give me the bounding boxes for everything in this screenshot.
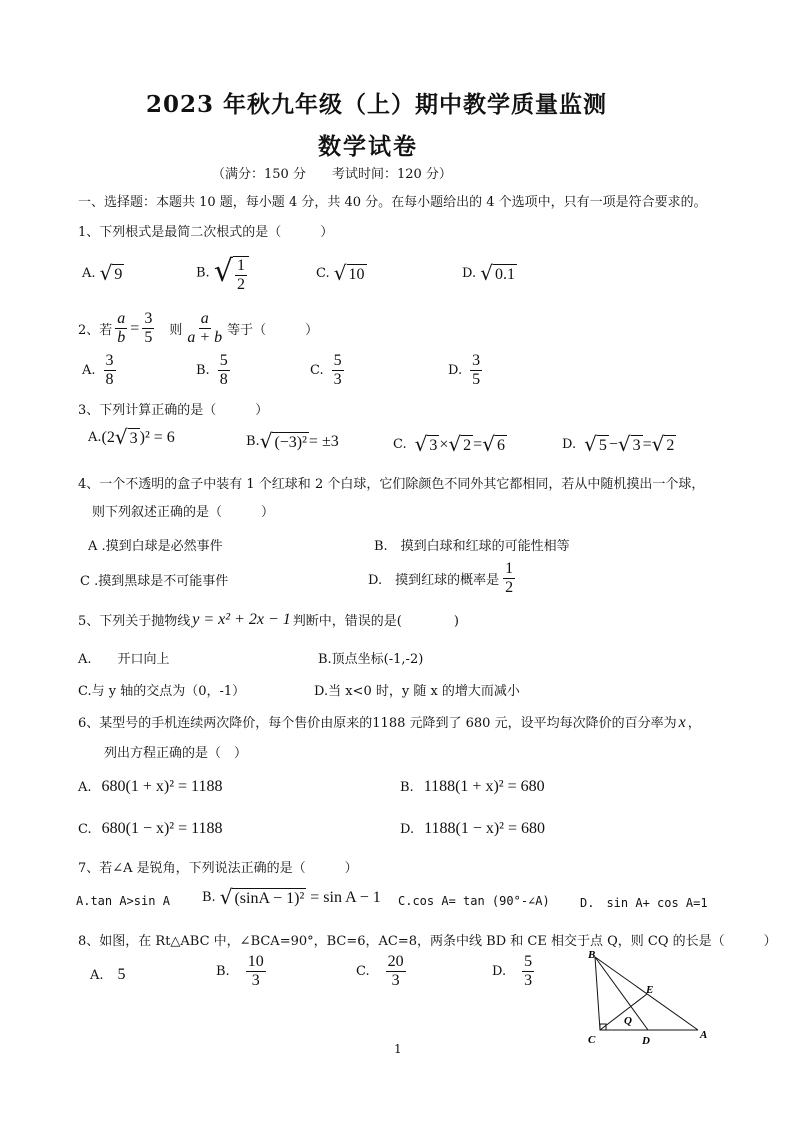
question-2-option-c: [310, 352, 344, 389]
numerator: 1: [236, 257, 245, 274]
label-b: B: [588, 949, 596, 961]
parabola-formula: y = x² + 2x − 1: [192, 610, 291, 628]
exam-meta: （满分：150 分 考试时间：120 分）: [212, 167, 452, 182]
option-value: 5: [117, 966, 126, 983]
numerator: 5: [219, 352, 228, 369]
denominator: 3: [251, 972, 260, 989]
option-label: B.: [400, 779, 414, 795]
question-4-option-a: A .摸到白球是必然事件: [88, 539, 223, 554]
question-7-option-b: B. √ (sinA − 1)² = sin A − 1: [202, 885, 381, 909]
section-instruction: 一、选择题：本题共 10 题，每小题 4 分，共 40 分。在每小题给出的 4 个选项中，只有一项是符合要求的。: [78, 195, 707, 210]
numerator: 5: [333, 352, 342, 369]
question-3-option-d: D. √ 5 − √ 3 = √ 2: [562, 432, 675, 456]
denominator: 8: [105, 371, 114, 388]
option-label: C.: [78, 821, 92, 837]
option-label: D.: [492, 964, 507, 979]
option-label: B.: [216, 964, 230, 979]
question-2-stem: [78, 310, 318, 347]
question-5-option-c: C.与 y 轴的交点为（0，-1）: [78, 684, 246, 699]
label-a: A: [700, 1029, 708, 1041]
stem-text: 判断中，错误的是( ): [292, 614, 459, 629]
sqrt-expression: √ $\frac{1}{2}$: [214, 252, 249, 294]
option-text: D. 摸到红球的概率是: [368, 573, 500, 588]
numerator: 3: [144, 310, 153, 327]
question-5-option-d: D.当 x<0 时，y 随 x 的增大而减小: [314, 684, 520, 699]
radicand: (sinA − 1)²: [234, 890, 305, 907]
radicand: 5: [598, 437, 607, 454]
denominator: a + b: [187, 329, 223, 346]
equation: 1188(1 − x)² = 680: [424, 820, 545, 837]
question-5-option-a: A. 开口向上: [78, 652, 170, 667]
math-text: )² = 6: [139, 428, 175, 446]
question-2-option-b: [196, 352, 230, 389]
radicand: 10: [348, 266, 365, 283]
stem-text: 等于（ ）: [227, 323, 319, 338]
option-label: D.: [562, 437, 577, 452]
question-1-option-c: [316, 262, 367, 285]
math-text: −: [608, 435, 618, 453]
triangle-figure: [580, 945, 720, 1050]
sqrt-expression: √ 9: [99, 261, 123, 285]
stem-text: ，: [687, 716, 701, 731]
radicand: 6: [496, 437, 505, 454]
radicand: 3: [129, 430, 138, 447]
option-label: C.: [393, 437, 407, 452]
denominator: 8: [219, 371, 228, 388]
option-label: A.: [82, 363, 96, 378]
denominator: 5: [144, 329, 153, 346]
denominator: 3: [333, 371, 342, 388]
question-4-option-b: B. 摸到白球和红球的可能性相等: [374, 539, 570, 554]
question-1-option-d: [462, 262, 517, 285]
option-label: B.: [196, 265, 210, 281]
exam-subtitle: 数学试卷: [318, 133, 418, 160]
segment-bc: [595, 957, 600, 1030]
numerator: 5: [524, 953, 533, 970]
question-8-option-d: [492, 953, 534, 990]
question-4-stem-line1: 4、一个不透明的盒子中装有 1 个红球和 2 个白球，它们除颜色不同外其它都相同，若从中随机摸出一个球，: [78, 477, 705, 492]
question-2-option-d: [448, 352, 482, 389]
label-c: C: [588, 1034, 596, 1046]
question-5-option-b: B.顶点坐标(-1,-2): [318, 652, 424, 667]
sqrt-expression: √ 0.1: [480, 261, 515, 285]
radicand: 3: [632, 437, 641, 454]
question-7-option-c: C.cos A= tan (90°-∠A): [398, 894, 550, 908]
numerator: 3: [105, 352, 114, 369]
question-7-stem: 7、若∠A 是锐角，下列说法正确的是（ ）: [78, 861, 358, 876]
radicand: 2: [463, 437, 472, 454]
numerator: 10: [247, 953, 264, 970]
question-6-option-a: [78, 778, 222, 796]
radicand: 0.1: [494, 266, 515, 283]
math-text: ×: [439, 435, 449, 453]
exam-title: 2023 年秋九年级（上）期中教学质量监测: [146, 91, 608, 118]
question-3-stem: 3、下列计算正确的是（ ）: [78, 403, 269, 418]
option-label: A.: [82, 266, 96, 281]
denominator: 5: [472, 371, 481, 388]
option-label: C.: [310, 363, 324, 378]
option-label: D.: [400, 821, 415, 837]
equation: 680(1 + x)² = 1188: [101, 778, 223, 795]
question-5-stem: [78, 610, 459, 629]
option-label: B.: [202, 890, 216, 905]
denominator: 2: [236, 276, 245, 293]
question-4-option-c: C .摸到黑球是不可能事件: [80, 574, 229, 589]
question-1-option-a: [82, 262, 124, 285]
label-d: D: [642, 1035, 650, 1047]
question-3-option-a: A. (2 √ 3 )² = 6: [88, 425, 175, 449]
radicand: 2: [666, 437, 675, 454]
question-6-stem-line1: [78, 712, 701, 732]
question-8-option-c: [356, 953, 406, 990]
stem-text: 2、若: [78, 323, 113, 338]
question-4-option-d: [368, 560, 515, 597]
numerator: a: [200, 310, 209, 327]
math-text: = sin A − 1: [310, 888, 381, 906]
numerator: 20: [387, 953, 404, 970]
math-text: = ±3: [308, 432, 339, 450]
numerator: 1: [505, 560, 514, 577]
radicand: 3: [429, 437, 438, 454]
option-label: B.: [246, 434, 260, 449]
radicand: (−3)²: [274, 434, 307, 451]
option-label: D.: [462, 266, 477, 281]
question-8-option-b: [216, 953, 266, 990]
denominator: 2: [505, 579, 514, 596]
numerator: a: [117, 310, 126, 327]
question-1-stem: 1、下列根式是最简二次根式的是（ ）: [78, 225, 334, 240]
question-3-option-c: C. √ 3 × √ 2 = √ 6: [393, 432, 505, 456]
radicand: 9: [114, 266, 123, 283]
option-label: C.: [316, 266, 330, 281]
numerator: 3: [472, 352, 481, 369]
question-7-option-d: D. sin A+ cos A=1: [580, 896, 708, 910]
question-1-option-b: [196, 252, 249, 294]
option-label: D.: [448, 363, 463, 378]
stem-text: 5、下列关于抛物线: [78, 614, 191, 629]
math-text: =: [642, 435, 652, 453]
median-bd: [595, 957, 648, 1030]
label-e: E: [646, 984, 654, 996]
question-4-stem-line2: 则下列叙述正确的是（ ）: [92, 505, 275, 520]
equals-sign: =: [130, 319, 140, 337]
math-text: (2: [101, 428, 115, 446]
option-label: A.: [88, 430, 102, 445]
question-6-option-c: [78, 820, 223, 838]
question-8-option-a: [90, 966, 126, 984]
equation: 680(1 − x)² = 1188: [101, 820, 223, 837]
denominator: 3: [391, 972, 400, 989]
question-3-option-b: B. √ (−3)² = ±3: [246, 429, 339, 453]
question-6-option-b: [400, 778, 545, 796]
variable: x: [678, 714, 686, 731]
sqrt-expression: √ 10: [333, 261, 365, 285]
stem-text: 则: [169, 323, 183, 338]
question-6-option-d: [400, 820, 545, 838]
page-number: 1: [394, 1042, 402, 1056]
math-text: =: [473, 435, 483, 453]
option-label: A.: [90, 967, 104, 983]
denominator: 3: [524, 972, 533, 989]
question-6-stem-line2: 列出方程正确的是（ ）: [104, 746, 248, 761]
question-2-option-a: [82, 352, 116, 389]
equation: 1188(1 + x)² = 680: [423, 778, 545, 795]
question-8-stem: 8、如图，在 Rt△ABC 中，∠BCA=90°，BC=6，AC=8，两条中线 BD 和 CE 相交于点 Q，则 CQ 的长是（ ）: [78, 934, 777, 949]
label-q: Q: [624, 1015, 632, 1027]
denominator: b: [117, 329, 126, 346]
stem-text: 6、某型号的手机连续两次降价，每个售价由原来的1188 元降到了 680 元，设平均每次降价的百分率为: [78, 716, 677, 731]
question-7-option-a: A.tan A>sin A: [76, 894, 170, 908]
option-label: C.: [356, 964, 370, 979]
option-label: B.: [196, 363, 210, 378]
option-label: A.: [78, 779, 92, 795]
